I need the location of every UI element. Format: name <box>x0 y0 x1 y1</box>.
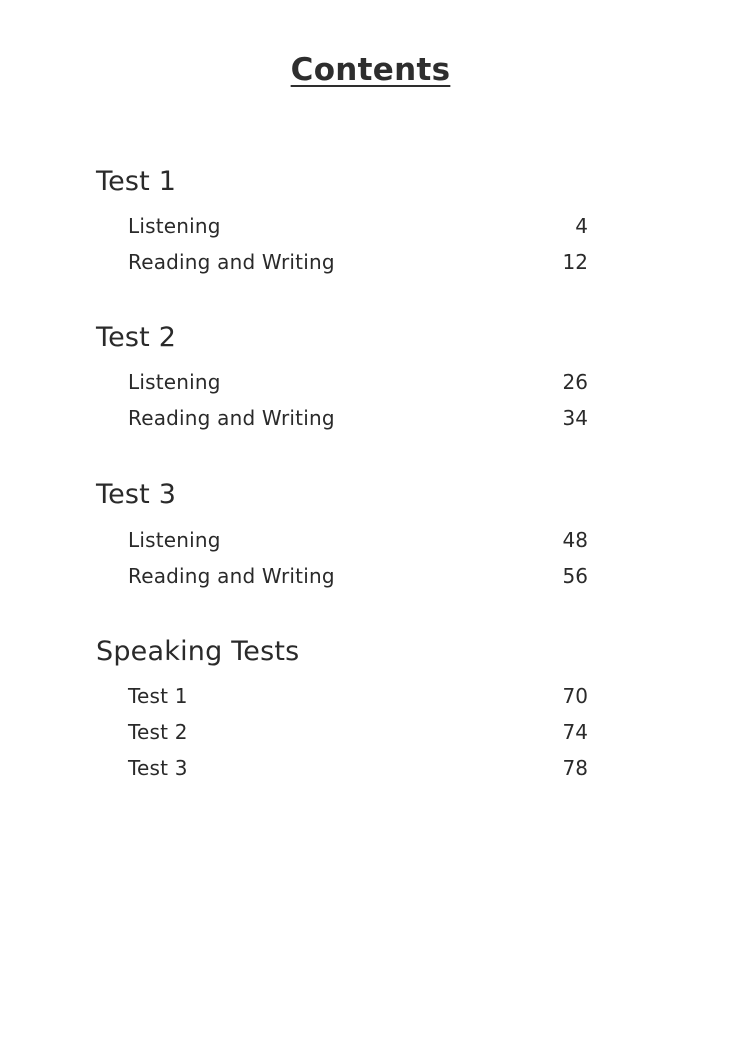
toc-entry-label: Test 1 <box>128 684 188 708</box>
toc-entry-test-1-reading-writing[interactable] <box>128 250 588 278</box>
toc-entry-test-3-reading-writing[interactable] <box>128 564 588 592</box>
section-heading-test-1: Test 1 <box>96 166 177 197</box>
toc-entry-label: Reading and Writing <box>128 564 335 588</box>
toc-entry-test-2-listening[interactable] <box>128 370 588 398</box>
toc-entry-test-3-listening[interactable] <box>128 528 588 556</box>
toc-entry-label: Listening <box>128 528 221 552</box>
toc-entry-speaking-test-1[interactable] <box>128 684 588 712</box>
toc-entry-page-number: 26 <box>562 370 588 394</box>
toc-entry-label: Listening <box>128 370 221 394</box>
section-heading-speaking-tests: Speaking Tests <box>96 636 300 667</box>
toc-entry-label: Reading and Writing <box>128 250 335 274</box>
toc-entry-test-2-reading-writing[interactable] <box>128 406 588 434</box>
section-heading-test-2: Test 2 <box>96 322 177 353</box>
section-heading-test-3: Test 3 <box>96 479 177 510</box>
toc-entry-speaking-test-2[interactable] <box>128 720 588 748</box>
toc-entry-page-number: 74 <box>562 720 588 744</box>
toc-entry-page-number: 4 <box>575 214 588 238</box>
toc-entry-page-number: 78 <box>562 756 588 780</box>
toc-entry-test-1-listening[interactable] <box>128 214 588 242</box>
toc-entry-page-number: 56 <box>562 564 588 588</box>
toc-entry-page-number: 12 <box>562 250 588 274</box>
toc-entry-label: Test 3 <box>128 756 188 780</box>
toc-entry-page-number: 34 <box>562 406 588 430</box>
page-title: Contents <box>290 52 451 88</box>
toc-entry-label: Listening <box>128 214 221 238</box>
toc-entry-page-number: 48 <box>562 528 588 552</box>
toc-entry-label: Reading and Writing <box>128 406 335 430</box>
toc-entry-speaking-test-3[interactable] <box>128 756 588 784</box>
toc-entry-label: Test 2 <box>128 720 188 744</box>
toc-entry-page-number: 70 <box>562 684 588 708</box>
